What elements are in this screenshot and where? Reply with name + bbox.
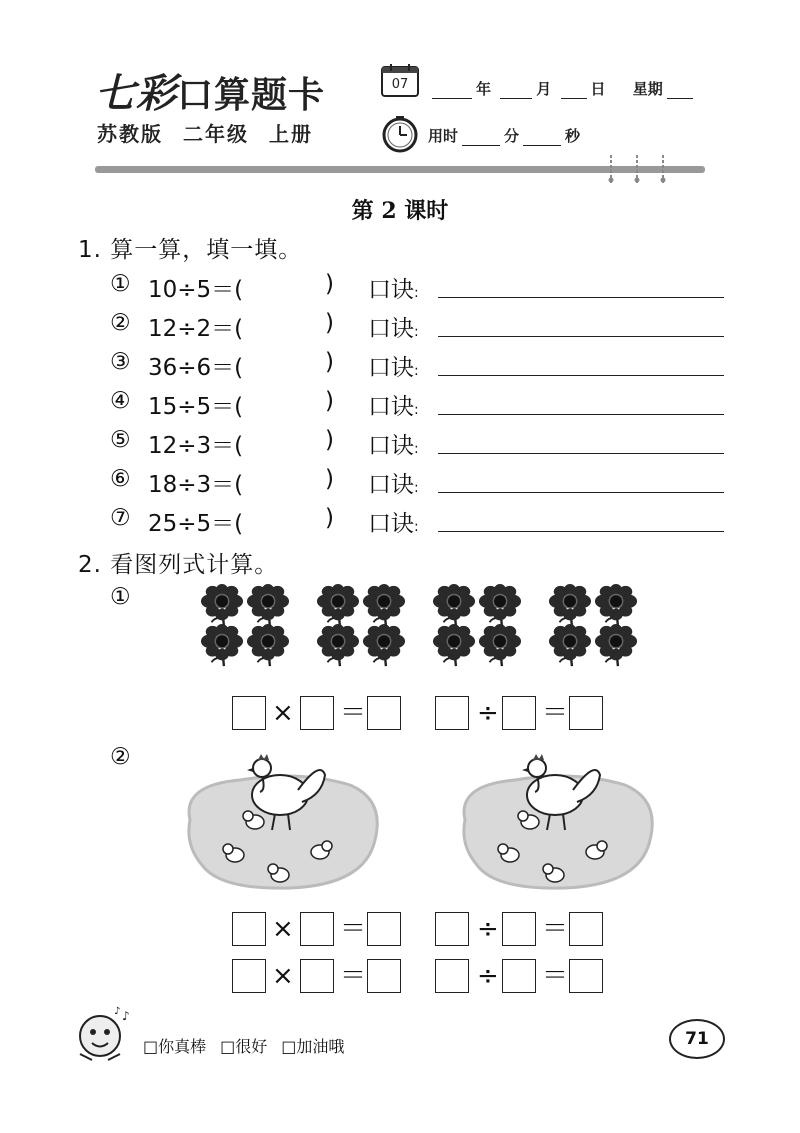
answer-box[interactable] [300,912,334,946]
answer-box[interactable] [502,912,536,946]
grade: 二年级 [183,122,249,146]
flower-icon [478,584,522,628]
division-expression: 10÷5＝( [148,277,244,303]
item-number: ③ [110,349,131,375]
equation-row [232,912,612,948]
day-blank[interactable] [561,84,587,99]
flower-icon [478,624,522,668]
lesson-title: 第 2 课时 [351,198,449,224]
division-expression: 25÷5＝( [148,511,244,537]
question-2-title: 2. 看图列式计算。 [78,552,279,578]
equation-row [232,696,612,732]
paren-close: ) [325,466,334,492]
answer-box[interactable] [569,696,603,730]
kou-label: 口诀: [368,355,419,381]
logo-prefix: 七彩 [95,70,177,117]
kou-label: 口诀: [368,277,419,303]
answer-box[interactable] [367,959,401,993]
hen-and-chicks-illustration [180,740,380,895]
times-sign: × [272,914,294,944]
answer-box[interactable] [300,696,334,730]
item-number: ⑥ [110,466,131,492]
flower-icon [548,624,592,668]
edition: 苏教版 [97,122,163,146]
flower-icon [200,584,244,628]
divide-sign: ÷ [477,961,499,991]
weekday-blank[interactable] [667,84,693,99]
kou-label: 口诀: [368,316,419,342]
paren-close: ) [325,505,334,531]
answer-line[interactable] [438,414,724,415]
division-expression: 15÷5＝( [148,394,244,420]
year-blank[interactable] [432,84,472,99]
month-blank[interactable] [500,84,532,99]
binder-ring [608,155,614,183]
equals-sign: ＝ [340,914,367,944]
answer-box[interactable] [232,959,266,993]
answer-line[interactable] [438,453,724,454]
equals-sign: ＝ [340,698,367,728]
svg-text:♪: ♪ [122,1009,130,1023]
answer-box[interactable] [502,696,536,730]
item-number: ⑦ [110,505,131,531]
equation-row [232,959,612,995]
equals-sign: ＝ [542,914,569,944]
answer-box[interactable] [367,912,401,946]
sub-question-2-number: ② [110,744,131,770]
page-number: 71 [669,1019,725,1059]
logo [95,62,325,119]
answer-box[interactable] [569,912,603,946]
rating-good[interactable]: □很好 [220,1037,268,1056]
paren-close: ) [325,271,334,297]
paren-close: ) [325,427,334,453]
division-expression: 36÷6＝( [148,355,244,381]
flower-icon [200,624,244,668]
rating-options [143,1034,358,1057]
answer-line[interactable] [438,336,724,337]
equals-sign: ＝ [542,698,569,728]
flower-icon [548,584,592,628]
year-label: 年 [476,80,492,98]
used-time-label: 用时 [428,127,459,145]
times-sign: × [272,698,294,728]
calendar-label: 07 [391,77,409,92]
seconds-blank[interactable] [523,131,561,146]
item-number: ④ [110,388,131,414]
divide-sign: ÷ [477,698,499,728]
flower-icon [246,624,290,668]
answer-line[interactable] [438,531,724,532]
answer-box[interactable] [232,912,266,946]
division-expression: 12÷2＝( [148,316,244,342]
paren-close: ) [325,349,334,375]
answer-line[interactable] [438,492,724,493]
answer-box[interactable] [502,959,536,993]
rating-keep-trying[interactable]: □加油哦 [281,1037,345,1056]
flower-icon [362,584,406,628]
rating-great[interactable]: □你真棒 [143,1037,207,1056]
paren-close: ) [325,310,334,336]
answer-box[interactable] [367,696,401,730]
sub-question-1-number: ① [110,584,131,610]
month-label: 月 [536,80,552,98]
day-label: 日 [590,80,606,98]
seconds-label: 秒 [565,127,581,145]
item-number: ② [110,310,131,336]
flower-icon [316,584,360,628]
flower-icon [432,624,476,668]
svg-text:♪: ♪ [114,1006,121,1017]
question-1-title: 1. 算一算，填一填。 [78,237,303,263]
division-expression: 12÷3＝( [148,433,244,459]
item-number: ① [110,271,131,297]
volume: 上册 [269,122,313,146]
flower-icon [246,584,290,628]
clock-icon [381,115,419,153]
item-number: ⑤ [110,427,131,453]
hen-and-chicks-illustration [455,740,655,895]
answer-line[interactable] [438,375,724,376]
calendar-icon [381,63,419,97]
weekday-label: 星期 [632,80,663,98]
minutes-label: 分 [504,127,520,145]
flower-icon [594,584,638,628]
answer-box[interactable] [569,959,603,993]
answer-line[interactable] [438,297,724,298]
times-sign: × [272,961,294,991]
answer-box[interactable] [435,959,469,993]
equals-sign: ＝ [340,961,367,991]
minutes-blank[interactable] [462,131,500,146]
answer-box[interactable] [435,696,469,730]
flower-icon [362,624,406,668]
division-expression: 18÷3＝( [148,472,244,498]
answer-box[interactable] [435,912,469,946]
logo-main: 口算题卡 [177,74,326,116]
divide-sign: ÷ [477,914,499,944]
date-fields [428,78,697,99]
answer-box[interactable] [300,959,334,993]
subtitle [97,118,333,147]
binder-ring [634,155,640,183]
answer-box[interactable] [232,696,266,730]
equals-sign: ＝ [542,961,569,991]
binder-ring [660,155,666,183]
flower-icon [316,624,360,668]
flower-icon [594,624,638,668]
kou-label: 口诀: [368,394,419,420]
kou-label: 口诀: [368,472,419,498]
flower-icon [432,584,476,628]
time-fields [428,125,580,146]
paren-close: ) [325,388,334,414]
kou-label: 口诀: [368,433,419,459]
kou-label: 口诀: [368,511,419,537]
mascot-icon [72,1006,134,1064]
